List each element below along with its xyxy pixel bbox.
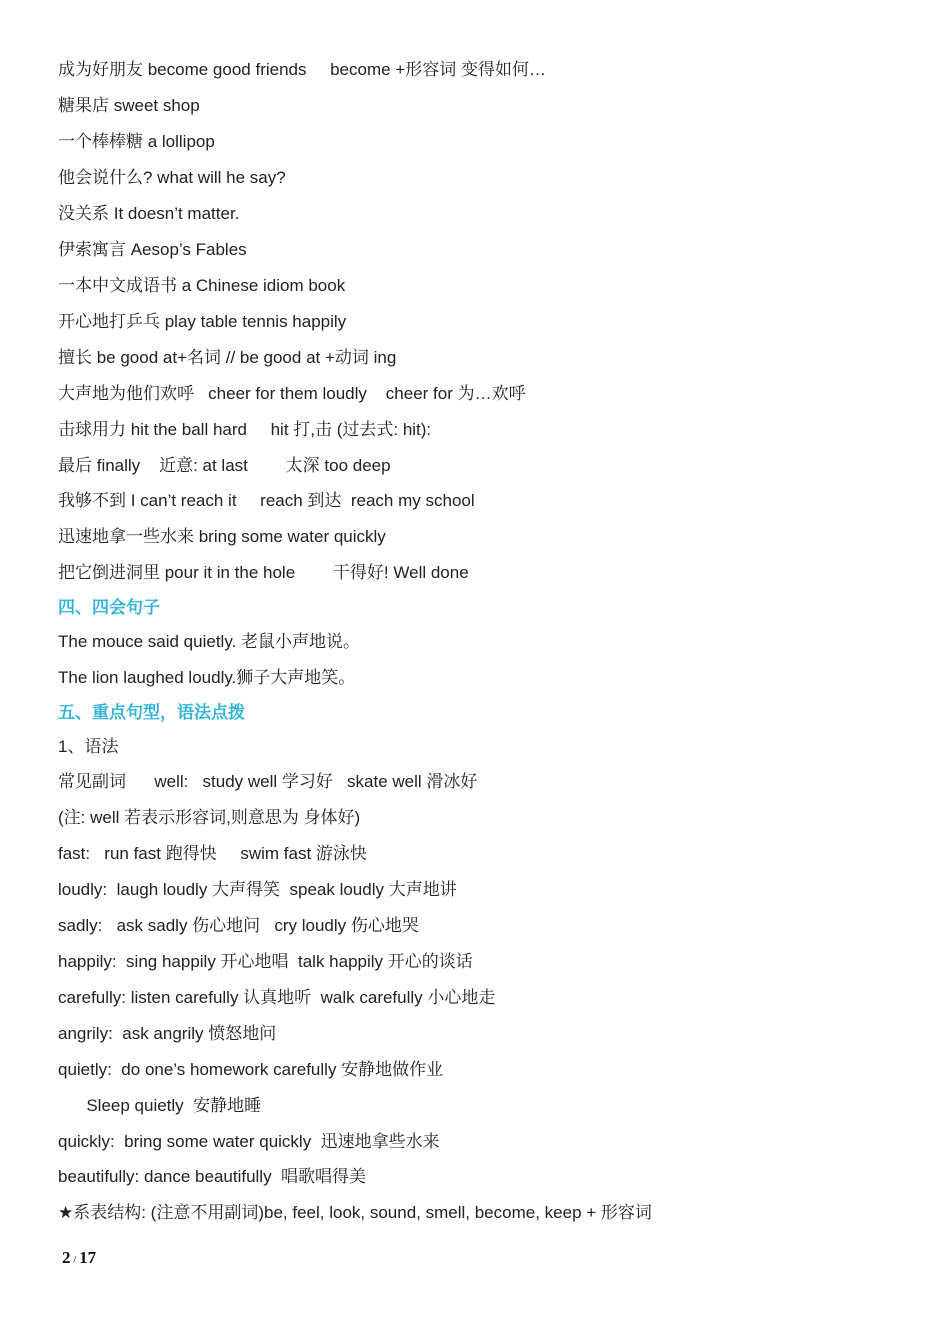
vocab-line: 我够不到 I can’t reach it reach 到达 reach my school [58,491,475,510]
grammar-line: loudly: laugh loudly 大声得笑 speak loudly 大声地讲 [58,880,457,899]
page-current: 2 [62,1248,71,1267]
vocab-line: 成为好朋友 become good friends become +形容词 变得如何… [58,60,546,79]
grammar-line: beautifully: dance beautifully 唱歌唱得美 [58,1167,367,1186]
section-heading: 四、四会句子 [58,598,160,617]
vocab-line: 伊索寓言 Aesop’s Fables [58,240,247,259]
sentence-line: The mouce said quietly. 老鼠小声地说。 [58,632,360,651]
grammar-line: 常见副词 well: study well 学习好 skate well 滑冰好 [58,772,478,791]
page-number [62,1248,96,1268]
vocab-line: 把它倒进洞里 pour it in the hole 干得好! Well done [58,563,469,582]
grammar-line: ★系表结构: (注意不用副词)be, feel, look, sound, smell, become, keep + 形容词 [58,1203,652,1222]
vocab-line: 一个棒棒糖 a lollipop [58,132,215,151]
vocab-line: 他会说什么? what will he say? [58,168,286,187]
grammar-line: fast: run fast 跑得快 swim fast 游泳快 [58,844,367,863]
vocab-line: 迅速地拿一些水来 bring some water quickly [58,527,386,546]
grammar-line: quickly: bring some water quickly 迅速地拿些水来 [58,1132,440,1151]
vocab-line: 糖果店 sweet shop [58,96,200,115]
grammar-line: (注: well 若表示形容词,则意思为 身体好) [58,808,361,827]
grammar-line: angrily: ask angrily 愤怒地问 [58,1024,277,1043]
vocab-line: 开心地打乒乓 play table tennis happily [58,312,347,331]
vocab-line: 最后 finally 近意: at last 太深 too deep [58,456,391,475]
section-heading: 五、重点句型，语法点拨 [58,703,245,722]
grammar-line: carefully: listen carefully 认真地听 walk carefully 小心地走 [58,988,496,1007]
page-total: 17 [79,1248,97,1267]
grammar-line: sadly: ask sadly 伤心地问 cry loudly 伤心地哭 [58,916,419,935]
vocab-line: 击球用力 hit the ball hard hit 打,击 (过去式: hit): [58,420,432,439]
vocab-line: 擅长 be good at+名词 // be good at +动词 ing [58,348,397,367]
page-separator: / [70,1254,80,1266]
sentence-line: The lion laughed loudly.狮子大声地笑。 [58,668,356,687]
vocab-line: 大声地为他们欢呼 cheer for them loudly cheer for 为…欢呼 [58,384,526,403]
vocab-line: 没关系 It doesn’t matter. [58,204,240,223]
grammar-line: Sleep quietly 安静地睡 [58,1096,262,1115]
grammar-line: quietly: do one’s homework carefully 安静地做作业 [58,1060,444,1079]
grammar-line: happily: sing happily 开心地唱 talk happily 开心的谈话 [58,952,473,971]
grammar-line: 1、语法 [58,737,119,756]
vocab-line: 一本中文成语书 a Chinese idiom book [58,276,346,295]
